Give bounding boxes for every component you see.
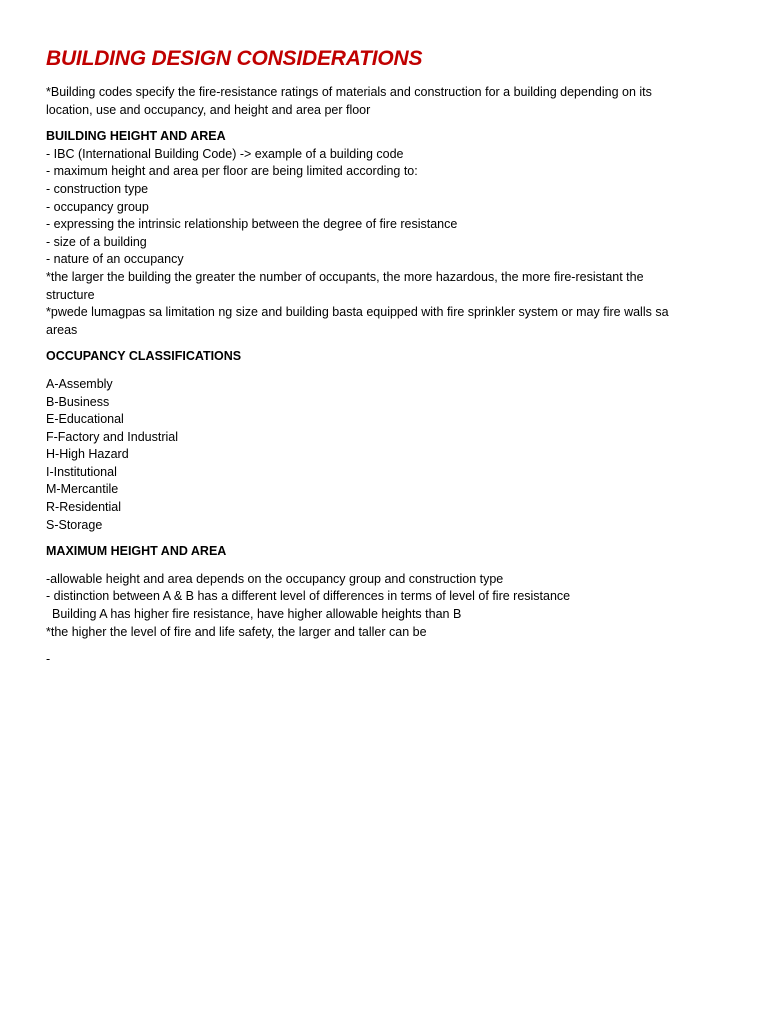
note-line: *the larger the building the greater the number of occupants, the more hazardous, the more fire-resistant the — [46, 269, 644, 284]
section-heading-maximum-height: MAXIMUM HEIGHT AND AREA — [46, 544, 227, 559]
document-page — [46, 44, 726, 669]
intro-line: location, use and occupancy, and height and area per floor — [46, 102, 371, 117]
list-item: B-Business — [46, 394, 110, 409]
occupancy-classification-list — [46, 376, 726, 534]
list-item: - occupancy group — [46, 199, 149, 214]
body-line: - maximum height and area per floor are being limited according to: — [46, 164, 418, 179]
note-line: *pwede lumagpas sa limitation ng size and building basta equipped with fire sprinkler system or may fire walls sa — [46, 305, 669, 320]
note-line: *the higher the level of fire and life safety, the larger and taller can be — [46, 624, 427, 639]
intro-line: *Building codes specify the fire-resistance ratings of materials and construction for a building depending on its — [46, 85, 652, 99]
list-item: S-Storage — [46, 517, 103, 532]
body-line: - IBC (International Building Code) -> example of a building code — [46, 146, 404, 161]
document-title: BUILDING DESIGN CONSIDERATIONS — [46, 47, 423, 70]
list-item: F-Factory and Industrial — [46, 429, 178, 444]
trailing-dash: - — [46, 652, 51, 667]
list-item: H-High Hazard — [46, 447, 129, 462]
list-item: A-Assembly — [46, 376, 113, 391]
list-item: R-Residential — [46, 500, 122, 515]
note-line: areas — [46, 322, 78, 337]
list-item: - expressing the intrinsic relationship between the degree of fire resistance — [46, 217, 458, 232]
list-item: - nature of an occupancy — [46, 252, 184, 267]
body-line: - distinction between A & B has a different level of differences in terms of level of fire resistance — [46, 589, 571, 604]
section-heading-occupancy: OCCUPANCY CLASSIFICATIONS — [46, 349, 242, 364]
list-item: - size of a building — [46, 234, 147, 249]
section-heading-building-height: BUILDING HEIGHT AND AREA — [46, 129, 226, 144]
list-item: I-Institutional — [46, 464, 117, 479]
list-item: M-Mercantile — [46, 482, 119, 497]
list-item: E-Educational — [46, 412, 124, 427]
list-item: - construction type — [46, 181, 149, 196]
body-line-indented: Building A has higher fire resistance, have higher allowable heights than B — [52, 607, 462, 622]
note-line: structure — [46, 287, 95, 302]
body-line: -allowable height and area depends on the occupancy group and construction type — [46, 571, 504, 586]
limitation-factors-list — [46, 181, 726, 269]
